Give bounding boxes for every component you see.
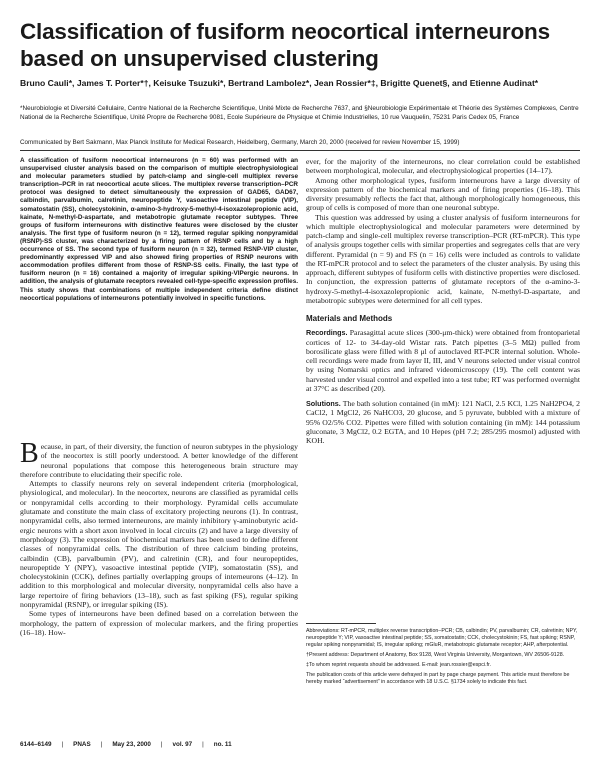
footer-volume: vol. 97 [172, 741, 193, 748]
footer-separator: | [160, 741, 163, 748]
footnotes [306, 623, 580, 689]
right-paragraph-2: Among other morphological types, fusiform interneurons have a large diversity of expression pattern of the biochemical markers and of firing properties (16–18). This diversity presumably reflects the fact that, although morphologically homogeneous, this group of cells is composed of more than one neuronal subtype. [306, 175, 580, 213]
solutions-paragraph [306, 399, 580, 445]
abstract: A classification of fusiform neocortical interneurons (n = 60) was performed with an unsupervised cluster analysis based on the comparison of multiple electrophysiological and molecular parameters studied by patch-clamp and single-cell multiplex reverse transcription–PCR in rat neocortical acute slices. The multiplex reverse transcription–PCR protocol was designed to detect simultaneously the expression of GAD65, GAD67, calbindin, parvalbumin, calretinin, neuropeptide Y, vasoactive intestinal peptide (VIP), somatostatin (SS), cholecystokinin, α-amino-3-hydroxy-5-methyl-4-isoxazolepropionic acid, kainate, N-methyl-D-aspartate, and metabotropic glutamate receptor subtypes. Three groups of fusiform interneurons with distinctive features were disclosed by the cluster analysis. The first type of fusiform neuron (n = 12), termed regular spiking nonpyramidal (RSNP)-SS cluster, was characterized by a firing pattern of RSNP cells and by a high occurrence of SS. The second type of fusiform neuron (n = 32), termed RSNP-VIP cluster, predominantly expressed VIP and also showed firing properties of RSNP neurons with accommodation profiles different from those of RSNP-SS cells. Finally, the last type of fusiform neuron (n = 16) contained a majority of irregular spiking-VIPergic neurons. In addition, the analysis of glutamate receptors revealed cell-type-specific expression profiles. This study shows that combinations of multiple independent criteria define distinct neocortical populations of interneurons potentially involved in specific functions. [20, 157, 298, 302]
footnote-divider [306, 623, 376, 624]
footer-journal: PNAS [73, 741, 91, 748]
header-divider [20, 150, 580, 151]
footer-issue: no. 11 [213, 741, 232, 748]
solutions-text: The bath solution contained (in mM): 121 NaCl, 2.5 KCl, 1.25 NaH2PO4, 2 CaCl2, 1 MgCl2, 26 NaHCO3, 20 glucose, and 5 pyruvate, bubbled with a mixture of 95% O2/5% CO2. Pipettes were filled with solution containing (in mM): 144 potassium gluconate, 3 MgCl2, 0.2 EGTA, and 10 Hepes (pH 7.2; 285/295 mosmol) adjusted with KOH. [306, 399, 580, 445]
recordings-paragraph [306, 328, 580, 393]
footnote-present-address: †Present address: Department of Anatomy, Box 9128, West Virginia University, Morgantown, WV 26506-9128. [306, 652, 565, 658]
author-list: Bruno Cauli*, James T. Porter*†, Keisuke Tsuzuki*, Bertrand Lambolez*, Jean Rossier*‡, Brigitte Quenet§, and Etienne Audinat* [20, 78, 539, 88]
footer-date: May 23, 2000 [112, 741, 151, 748]
drop-cap: B [20, 438, 39, 469]
footer-separator: | [202, 741, 204, 748]
affiliations: *Neurobiologie et Diversité Cellulaire, Centre National de la Recherche Scientifique, Unité Mixte de Recherche 7637, and §Neurobiologie Expérimentale et Théorie des Systèmes Complexes, Centre National de la Recherche Scientifique, Unité Propre de Recherche 9081, Ecole Supérieure de Physique et Chimie Industrielles, 10 rue Vauquelin, 75231 Paris Cedex 05, France [20, 105, 579, 121]
section-heading-methods: Materials and Methods [306, 314, 393, 323]
right-paragraph-1: ever, for the majority of the interneurons, no clear correlation could be established between morphological, molecular, and electrophysiological properties (14–17). [306, 157, 580, 176]
footnote-page-charges: The publication costs of this article were defrayed in part by page charge payment. This article must therefore be hereby marked “advertisement” in accordance with 18 U.S.C. §1734 solely to indicate this fact. [306, 672, 570, 685]
right-column [306, 157, 580, 445]
recordings-text: Parasagittal acute slices (300-μm-thick) were obtained from frontoparietal cortices of 12- to 34-day-old Wistar rats. Patch pipettes (3–5 MΩ) pulled from borosilicate glass were filled with 8 μl of autoclaved RT-PCR internal solution. Whole-cell recordings were made from layer II, III, and V neurons selected under visual control by using Nomarski optics and infrared videomicroscopy (19). The cell content was harvested under visual control and expelled into a test tube; RT was performed overnight at 37°C as described (20). [306, 328, 580, 393]
page-footer [20, 741, 580, 748]
footnote-abbreviations: Abbreviations: RT-mPCR, multiplex reverse transcription–PCR; CB, calbindin; PV, parvalbumin; CR, calretinin; NPY, neuropeptide Y; VIP, vasoactive intestinal peptide; SS, somatostatin; CCK, cholecystokinin; FS, fast spiking; RSNP, regular spiking nonpyramidal; IS, irregular spiking; mGluR, metabotropic glutamate receptor; AHP, afterpotential. [306, 628, 578, 648]
intro-paragraph-1 [20, 438, 298, 479]
footer-separator: | [100, 741, 103, 748]
right-paragraph-3: This question was addressed by using a cluster analysis of fusiform interneurons for which multiple electrophysiological and molecular parameters were determined by patch-clamp and single-cell multiplex reverse transcription–PCR (RT-mPCR). This type of analysis groups together cells with similar properties and segregates cells that are very different. Pyramidal (n = 9) and FS (n = 16) cells were included as controls to validate the RT-mPCR protocol and to select the parameters of the cluster analysis. By using this approach, different subtypes of fusiform cells with distinctive properties were disclosed. In conjunction, the expression patterns of glutamate receptors of the α-amino-3-hydroxy-5-methyl-4-isoxazolepropionic acid, kainate, N-methyl-D-aspartate, and metabotropic subtypes were determined for all cell types. [306, 212, 580, 305]
intro-paragraph-2: Attempts to classify neurons rely on several independent criteria (morphological, physiological, and molecular). In the neocortex, neurons are classified as pyramidal cells or nonpyramidal cells according to their morphology. Pyramidal cells accumulate glutamate and constitute the main class of excitatory projecting neurons (1). In contrast, nonpyramidal cells, also termed interneurons, are mainly inhibitory γ-aminobutyric acid-ergic neurons with a short axon involved in local circuits (2) and have a large diversity of morphology (3). The expression of biochemical markers has been used to define different classes of nonpyramidal cells. The distribution of three calcium binding proteins, calbindin (CB), parvalbumin (PV), and calretinin (CR), and four neuropeptides, neuropeptide Y (NPY), vasoactive intestinal peptide (VIP), somatostatin (SS), and cholecystokinin (CCK), defines partially overlapping groups of interneurons (4–12). In addition to this morphological and molecular diversity, nonpyramidal cells also have a large repertoire of firing behaviors (13–18), such as fast spiking (FS), regular spiking nonpyramidal (RSNP), or irregular spiking (IS). [20, 479, 298, 610]
introduction-column [20, 438, 298, 637]
article-title: Classification of fusiform neocortical interneurons based on unsupervised clustering [20, 19, 550, 71]
communicated-by: Communicated by Bert Sakmann, Max Planck Institute for Medical Research, Heidelberg, Germany, March 20, 2000 (received for review November 15, 1999) [20, 139, 460, 146]
intro-paragraph-3: Some types of interneurons have been defined based on a correlation between the morphology, the pattern of expression of molecular markers, and the firing properties (16–18). How- [20, 609, 298, 637]
solutions-label: Solutions. [306, 399, 341, 408]
footer-separator: | [61, 741, 64, 748]
recordings-label: Recordings. [306, 328, 348, 338]
footer-pages: 6144–6149 [20, 741, 52, 748]
footnote-reprint: ‡To whom reprint requests should be addressed. E-mail: jean.rossier@espci.fr. [306, 662, 491, 668]
intro-p1-text: ecause, in part, of their diversity, the function of neuron subtypes in the physiology of the neocortex is still poorly understood. A better knowledge of the different neuronal populations that compose this heterogeneous brain structure may therefore contribute to elucidating their specific role. [20, 442, 298, 479]
